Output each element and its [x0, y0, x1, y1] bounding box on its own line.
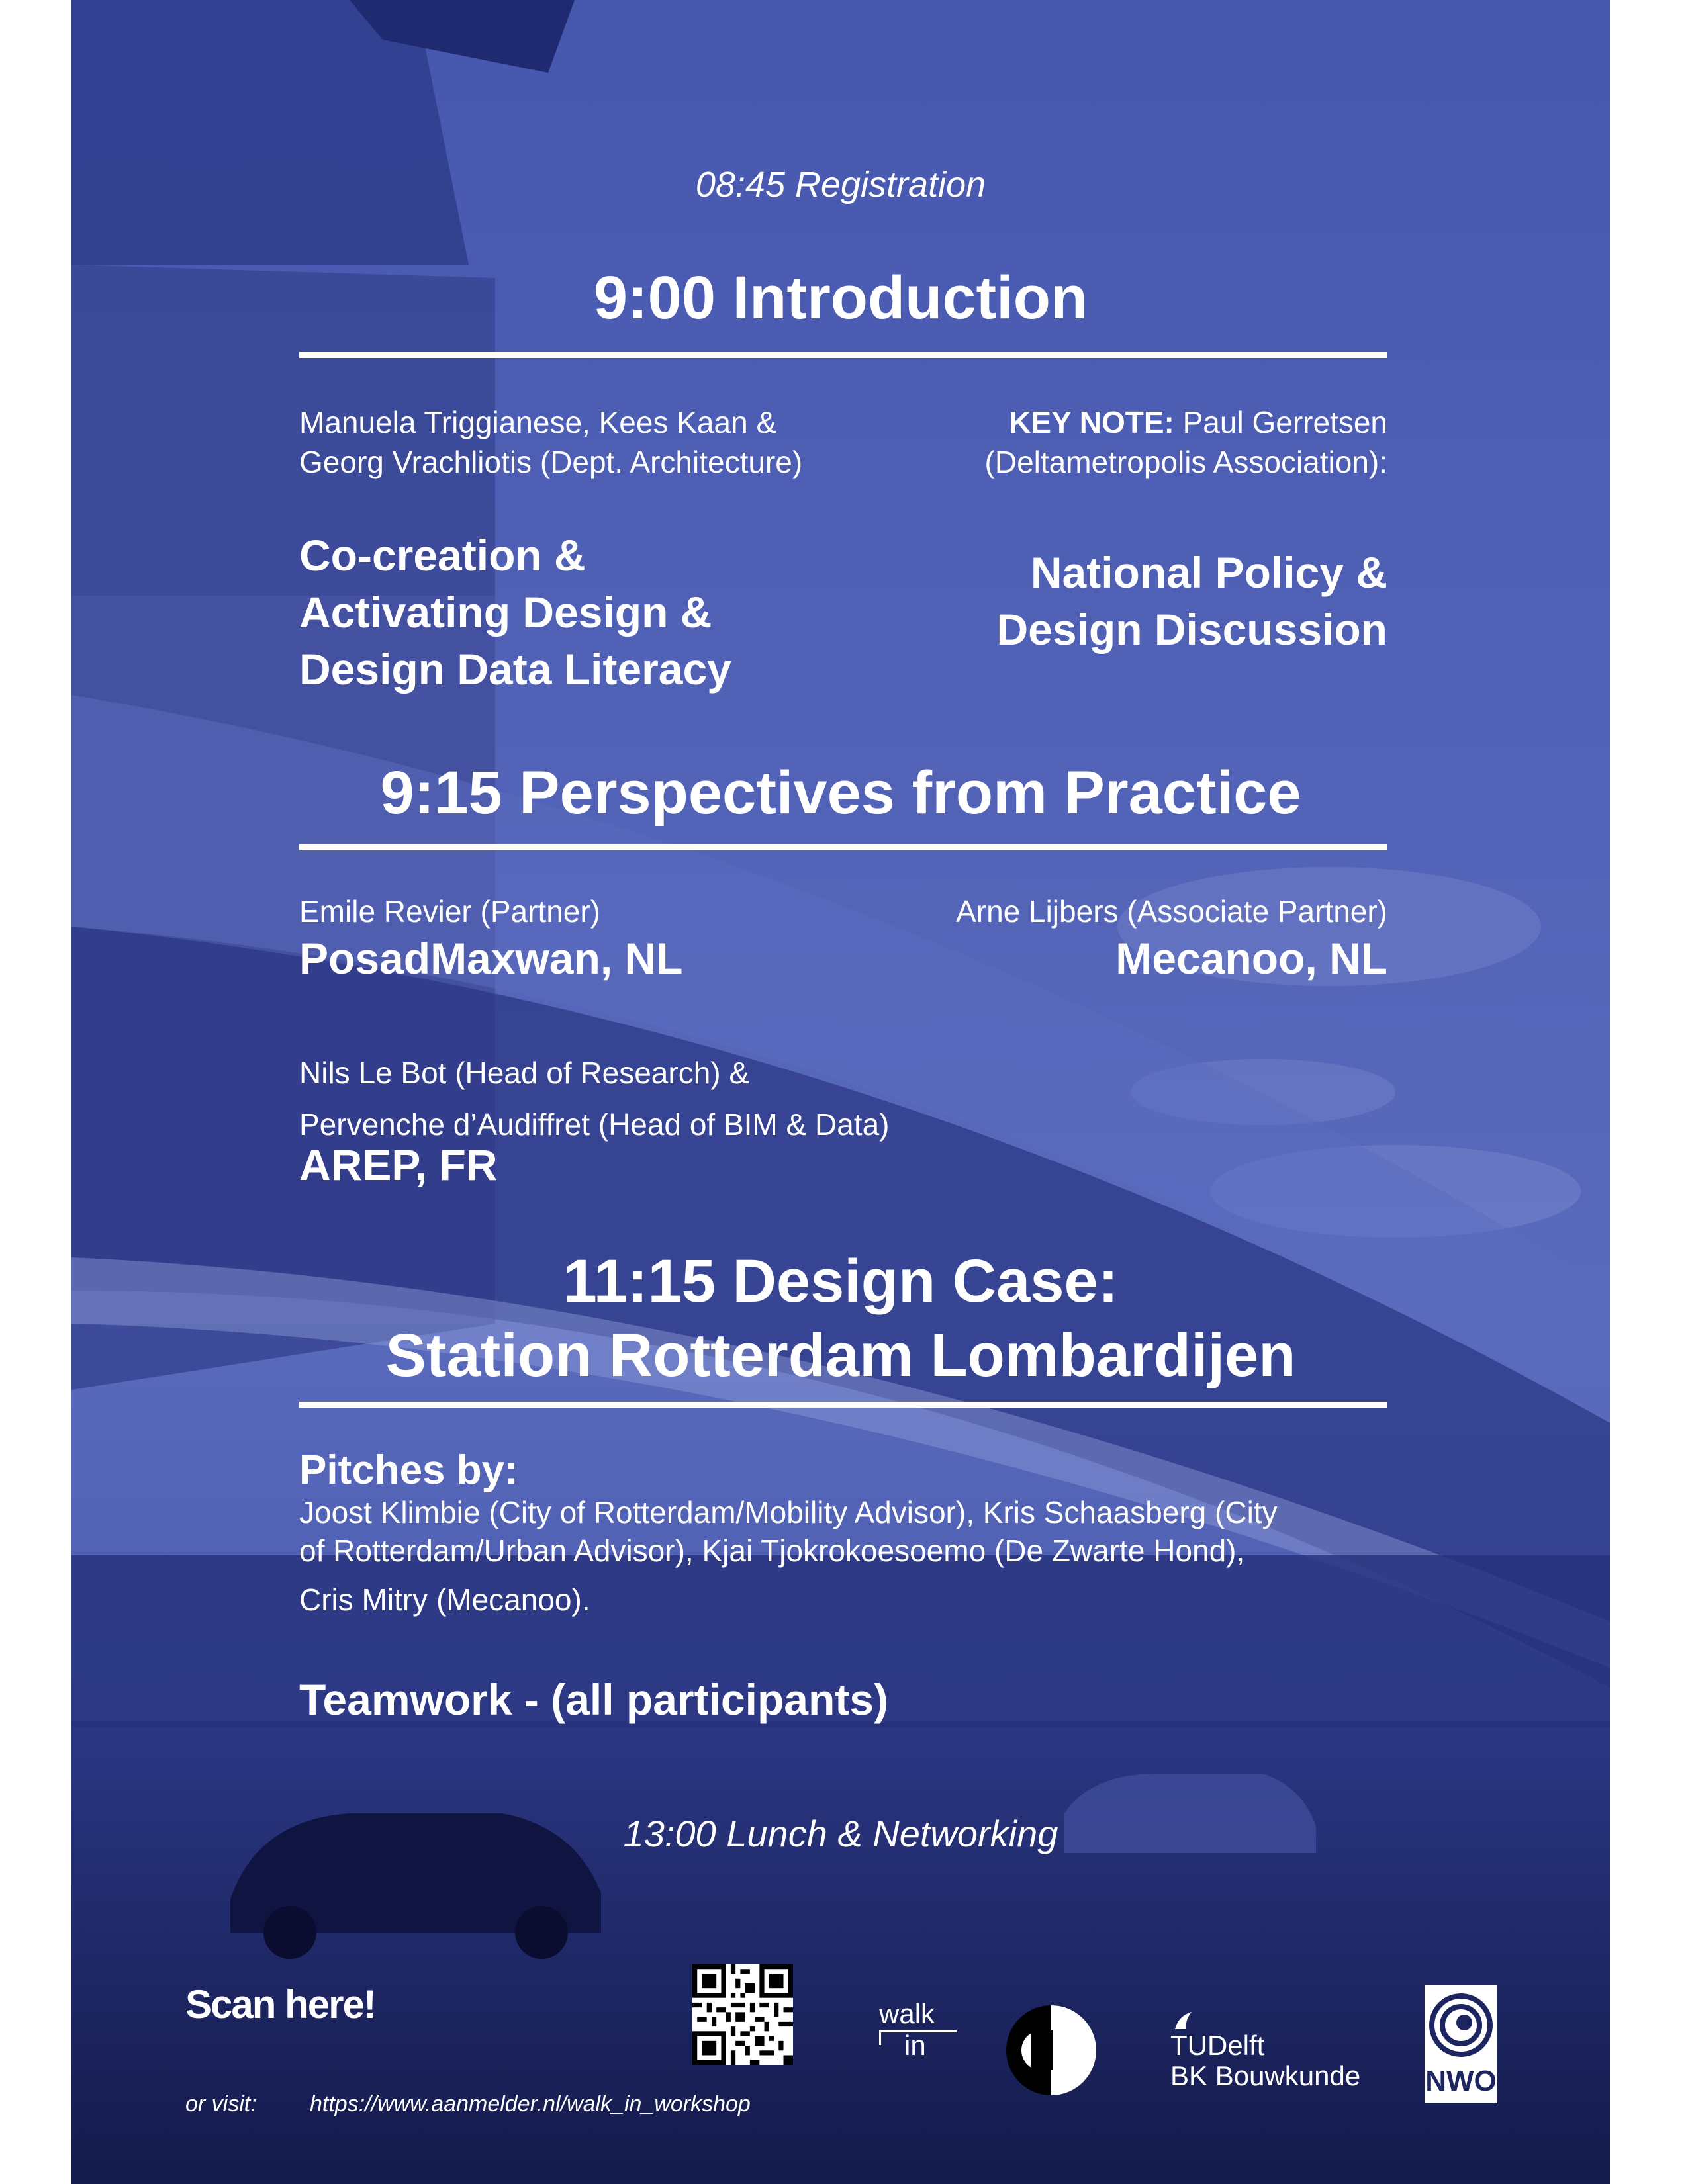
- practice-third-firm: AREP, FR: [299, 1140, 498, 1189]
- practice-left-person: Emile Revier (Partner): [299, 894, 600, 929]
- nwo-logo-text: NWO: [1425, 2065, 1497, 2097]
- walk-in-logo: [879, 1999, 959, 2065]
- qr-code-icon[interactable]: [692, 1964, 793, 2065]
- talk-title-line: Design Data Literacy: [299, 645, 731, 694]
- intro-right-speakers: [985, 402, 1387, 482]
- intro-left-speakers: [299, 402, 802, 482]
- keynote-speaker: Paul Gerretsen: [1182, 405, 1387, 439]
- walk-in-logo-top: walk: [879, 1998, 935, 2029]
- practice-divider: [299, 844, 1387, 850]
- intro-divider: [299, 352, 1387, 358]
- teamwork-label: Teamwork - (all participants): [299, 1675, 888, 1724]
- poster-background: [71, 0, 1610, 2184]
- circle-logo: [1005, 2004, 1098, 2097]
- speaker-line: Manuela Triggianese, Kees Kaan &: [299, 405, 777, 439]
- practice-right-firm: Mecanoo, NL: [1115, 934, 1387, 983]
- design-case-heading-line: Station Rotterdam Lombardijen: [385, 1322, 1296, 1389]
- pitches-label: Pitches by:: [299, 1447, 518, 1493]
- speaker-line: Georg Vrachliotis (Dept. Architecture): [299, 445, 803, 479]
- practice-right-person: Arne Lijbers (Associate Partner): [956, 894, 1387, 929]
- visit-label: or visit:: [185, 2091, 257, 2116]
- intro-left-title: [299, 527, 731, 698]
- nwo-swirl-icon: [1425, 1985, 1497, 2065]
- walk-in-logo-bottom: in: [904, 2030, 926, 2061]
- design-case-heading-line: 11:15 Design Case:: [563, 1248, 1119, 1315]
- practice-heading: 9:15 Perspectives from Practice: [380, 759, 1301, 827]
- design-case-divider: [299, 1402, 1387, 1408]
- registration-link[interactable]: https://www.aanmelder.nl/walk_in_workshop: [310, 2091, 751, 2116]
- pitches-line: Cris Mitry (Mecanoo).: [299, 1582, 590, 1617]
- pitches-line: of Rotterdam/Urban Advisor), Kjai Tjokrokoesoemo (De Zwarte Hond),: [299, 1533, 1245, 1568]
- registration-time: 08:45 Registration: [695, 165, 986, 205]
- talk-title-line: Co-creation &: [299, 531, 586, 580]
- speaker-line: Nils Le Bot (Head of Research) &: [299, 1056, 750, 1090]
- talk-title-line: Activating Design &: [299, 588, 712, 637]
- talk-title-line: Design Discussion: [996, 605, 1387, 654]
- lunch-time: 13:00 Lunch & Networking: [623, 1813, 1058, 1854]
- design-case-heading: [71, 1244, 1610, 1392]
- talk-title-line: National Policy &: [1030, 548, 1387, 597]
- speaker-line: Pervenche d’Audiffret (Head of BIM & Data): [299, 1107, 890, 1142]
- keynote-affiliation: (Deltametropolis Association):: [984, 445, 1387, 479]
- intro-heading: 9:00 Introduction: [593, 264, 1088, 332]
- pitches-list: [299, 1493, 1425, 1619]
- tudelft-logo: [1170, 2011, 1395, 2090]
- keynote-label: KEY NOTE:: [1009, 405, 1174, 439]
- flame-icon: [1172, 2011, 1198, 2030]
- practice-third-people: [299, 1047, 889, 1150]
- scan-label: Scan here!: [185, 1982, 375, 2026]
- practice-left-firm: PosadMaxwan, NL: [299, 934, 683, 983]
- nwo-logo: [1425, 1985, 1497, 2103]
- tudelft-logo-line: BK Bouwkunde: [1170, 2060, 1361, 2091]
- pitches-line: Joost Klimbie (City of Rotterdam/Mobility Advisor), Kris Schaasberg (City: [299, 1495, 1278, 1529]
- tudelft-logo-line: TUDelft: [1170, 2030, 1265, 2061]
- intro-right-title: [997, 544, 1388, 658]
